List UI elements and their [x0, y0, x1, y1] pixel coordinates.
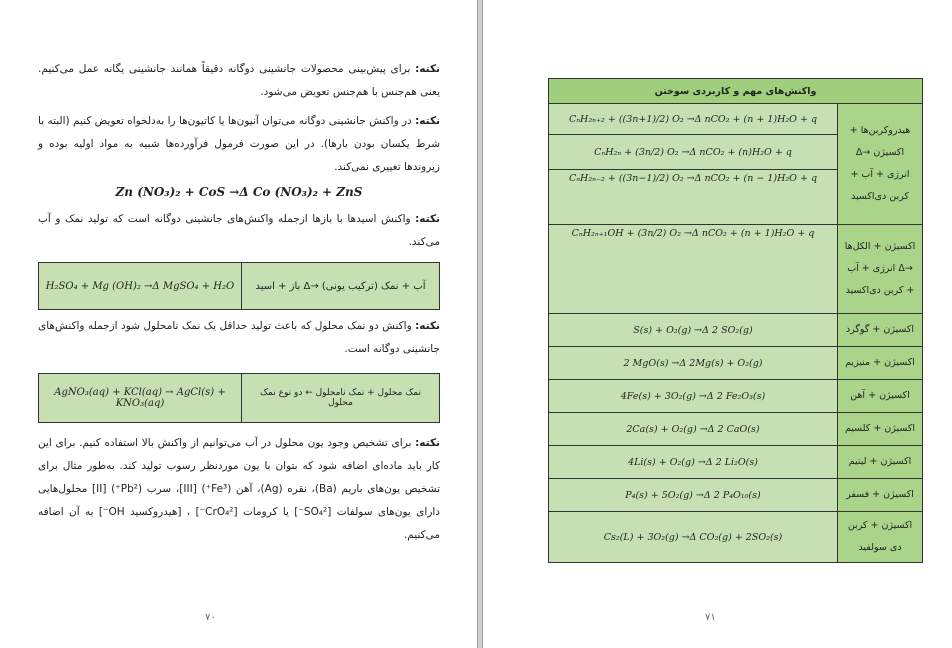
combustion-reactions-table — [548, 78, 923, 563]
equation-cell: 2Ca(s) + O₂(g) →Δ 2 CaO(s) — [549, 413, 838, 446]
note-paragraph-2 — [38, 110, 440, 179]
note-text: در واکنش جانشینی دوگانه می‌توان آنیون‌ها یا کاتیون‌ها را به‌دلخواه تعویض کنیم (البته با شرط یکسان بودن بارها). در این صورت فرمول فرآورده‌ها شبیه به مواد اولیه بوده و زیروندها تغییری نمی‌کند. — [38, 115, 440, 173]
example-equation: Zn (NO₃)₂ + CoS →Δ Co (NO₃)₂ + ZnS — [115, 185, 363, 199]
table-row — [549, 479, 923, 512]
table-row — [549, 512, 923, 563]
equation-cell: CₙH₂ₙ₊₂ + ((3n+1)/2) O₂ →Δ nCO₂ + (n + 1)H₂O + q — [549, 104, 838, 135]
reactant-name-cell: اکسیژن + کلسیم — [838, 413, 923, 446]
reactant-name-cell: اکسیژن + گوگرد — [838, 314, 923, 347]
right-page — [483, 0, 952, 648]
note-text: واکنش اسیدها با بازها ازجمله واکنش‌های جانشینی دوگانه است که تولید نمک و آب می‌کند. — [38, 213, 440, 248]
reactant-name-cell: اکسیژن + لیتیم — [838, 446, 923, 479]
equation-cell: Cs₂(L) + 3O₂(g) →Δ CO₂(g) + 2SO₂(s) — [549, 512, 838, 563]
table-row — [549, 413, 923, 446]
equation-cell: P₄(s) + 5O₂(g) →Δ 2 P₄O₁₀(s) — [549, 479, 838, 512]
table-row — [549, 225, 923, 314]
table-title: واکنش‌های مهم و کاربردی سوختن — [549, 79, 923, 104]
equation-cell: CₙH₂ₙ + (3n/2) O₂ →Δ nCO₂ + (n)H₂O + q — [549, 135, 838, 170]
reactant-name-cell: هیدروکربن‌ها + اکسیژن →Δ انرژی + آب + کربن دی‌اکسید — [838, 104, 923, 225]
equation-cell: S(s) + O₂(g) →Δ 2 SO₂(g) — [549, 314, 838, 347]
note-text: برای تشخیص وجود یون محلول در آب می‌توانیم از واکنش بالا استفاده کنیم. برای این کار باید ماده‌ای اضافه شود که بتوان با یون موردنظر رسوب تولید کند. به‌طور مثال برای تشخیص یون‌های باریم (Ba)، نقره (Ag)، آهن (Fe³⁺) [III]، سرب (Pb²⁺) [II] محلول‌هایی دارای یون‌های سولفات [SO₄²⁻] یا کرومات [CrO₄²⁻] ، [هیدروکسید OH⁻] به آن اضافه می‌کنیم. — [38, 437, 440, 541]
note-paragraph-3 — [38, 208, 440, 254]
note-label: نکته: — [415, 213, 440, 225]
acid-base-table — [38, 262, 440, 310]
salt-reaction-label: نمک محلول + نمک نامحلول ← دو نوع نمک محلول — [242, 374, 440, 423]
salt-reaction-table — [38, 373, 440, 423]
note-label: نکته: — [415, 437, 440, 449]
note-label: نکته: — [415, 115, 440, 127]
note-paragraph-1 — [38, 58, 440, 104]
note-paragraph-4 — [38, 315, 440, 361]
equation-cell: CₙH₂ₙ₋₂ + ((3n−1)/2) O₂ →Δ nCO₂ + (n − 1)H₂O + q — [549, 170, 838, 225]
acid-base-label: آب + نمک (ترکیب یونی) →Δ باز + اسید — [242, 263, 440, 310]
note-label: نکته: — [415, 320, 440, 332]
note-text: برای پیش‌بینی محصولات جانشینی دوگانه دقیقاً همانند جانشینی یگانه عمل می‌کنیم. یعنی هم‌جنس با هم‌جنس تعویض می‌شود. — [38, 63, 440, 98]
note-text: واکنش دو نمک محلول که باعث تولید حداقل یک نمک نامحلول شود ازجمله واکنش‌های جانشینی دوگانه است. — [38, 320, 440, 355]
table-row — [549, 347, 923, 380]
equation-cell: 4Li(s) + O₂(g) →Δ 2 Li₂O(s) — [549, 446, 838, 479]
table-row — [549, 446, 923, 479]
salt-reaction-equation: AgNO₃(aq) + KCl(aq) → AgCl(s) + KNO₃(aq) — [39, 374, 242, 423]
table-row — [549, 104, 923, 135]
equation-cell: CₙH₂ₙ₊₁OH + (3n/2) O₂ →Δ nCO₂ + (n + 1)H₂O + q — [549, 225, 838, 314]
note-label: نکته: — [415, 63, 440, 75]
page-number: ۷۰ — [205, 612, 216, 623]
reactant-name-cell: اکسیژن + الکل‌ها →Δ انرژی + آب + کربن دی‌اکسید — [838, 225, 923, 314]
table-row — [549, 314, 923, 347]
reactant-name-cell: اکسیژن + کربن دی سولفید — [838, 512, 923, 563]
page-number: ۷۱ — [705, 612, 716, 623]
equation-cell: 4Fe(s) + 3O₂(g) →Δ 2 Fe₂O₃(s) — [549, 380, 838, 413]
reactant-name-cell: اکسیژن + منیزیم — [838, 347, 923, 380]
acid-base-equation: H₂SO₄ + Mg (OH)₂ →Δ MgSO₄ + H₂O — [39, 263, 242, 310]
table-row — [549, 380, 923, 413]
reactant-name-cell: اکسیژن + فسفر — [838, 479, 923, 512]
reactant-name-cell: اکسیژن + آهن — [838, 380, 923, 413]
equation-cell: 2 MgO(s) →Δ 2Mg(s) + O₂(g) — [549, 347, 838, 380]
note-paragraph-5 — [38, 432, 440, 547]
